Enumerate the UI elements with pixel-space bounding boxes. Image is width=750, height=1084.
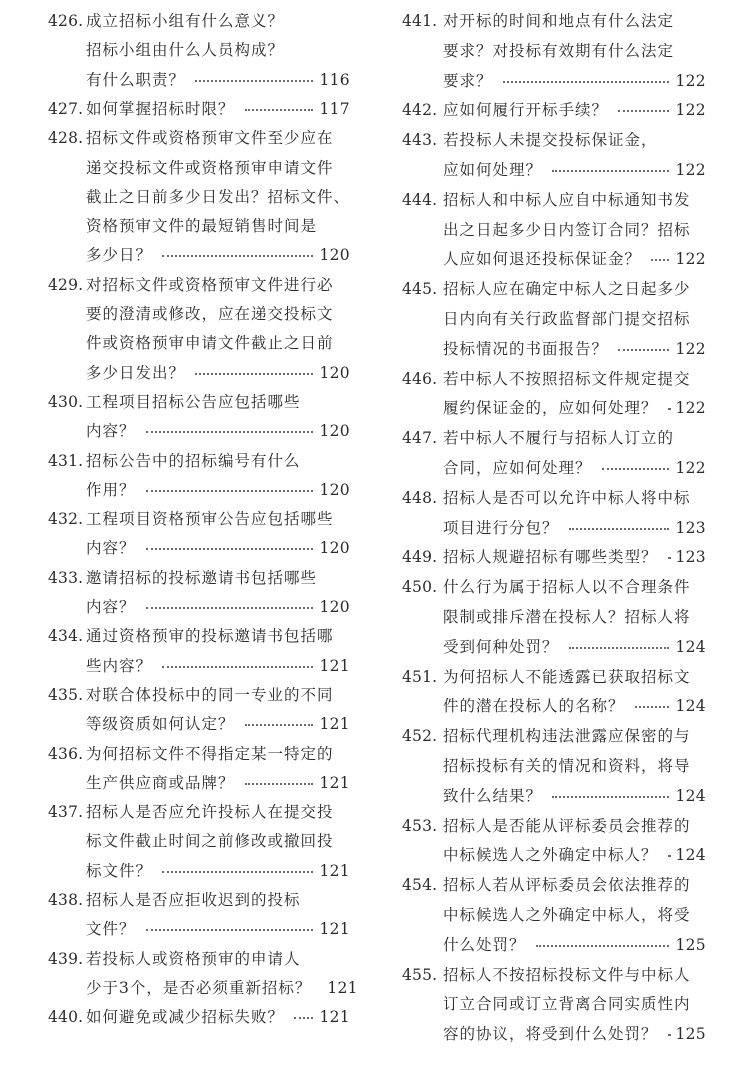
toc-entry-line bbox=[392, 334, 750, 364]
entry-title: 工程项目资格预审公告应包括哪些 bbox=[86, 510, 334, 529]
entry-number: 426. bbox=[48, 12, 84, 30]
entry-number: 439. bbox=[48, 949, 84, 968]
entry-number: 436. bbox=[48, 744, 84, 763]
leader-dots bbox=[668, 855, 670, 857]
leader-dots bbox=[245, 724, 314, 726]
entry-title: 要求？对投标有效期有什么法定 bbox=[443, 41, 675, 60]
toc-entry-line bbox=[392, 125, 750, 155]
entry-number: 453. bbox=[402, 816, 438, 835]
toc-entry-line bbox=[0, 533, 362, 563]
entry-title: 对联合体投标中的同一专业的不同 bbox=[86, 685, 334, 704]
dot-leader bbox=[235, 94, 350, 124]
toc-entry-line bbox=[392, 721, 750, 751]
entry-title: 什么处罚？ bbox=[443, 935, 526, 954]
dot-leader bbox=[658, 840, 706, 870]
leader-dots bbox=[162, 666, 313, 668]
page-number: 120 bbox=[319, 422, 350, 441]
entry-title: 少于3个，是否必须重新招标？ bbox=[86, 978, 312, 997]
page-number: 121 bbox=[319, 656, 350, 675]
leader-dots bbox=[146, 548, 314, 550]
entry-number: 434. bbox=[48, 627, 84, 646]
toc-entry-line bbox=[0, 885, 362, 915]
dot-leader bbox=[608, 95, 706, 125]
leader-dots bbox=[146, 490, 314, 492]
toc-entry-line bbox=[0, 94, 362, 124]
page-number: 122 bbox=[675, 459, 706, 477]
entry-number: 428. bbox=[48, 129, 84, 148]
toc-entry-line bbox=[392, 274, 750, 304]
entry-title: 作用？ bbox=[86, 480, 136, 499]
page-number: 121 bbox=[319, 773, 350, 792]
entry-title: 通过资格预审的投标邀请书包括哪 bbox=[86, 627, 334, 646]
toc-entry-line bbox=[392, 781, 750, 811]
dot-leader bbox=[136, 592, 350, 622]
toc-entry-line bbox=[0, 944, 362, 974]
leader-dots bbox=[668, 557, 670, 559]
entry-number: 438. bbox=[48, 891, 84, 909]
entry-title: 招标人是否可以允许中标人将中标 bbox=[443, 488, 691, 507]
entry-number: 437. bbox=[48, 803, 84, 822]
dot-leader bbox=[185, 358, 350, 388]
entry-number: 433. bbox=[48, 568, 84, 587]
entry-number: 429. bbox=[48, 275, 84, 294]
page-number: 116 bbox=[319, 70, 350, 89]
dot-leader bbox=[136, 914, 350, 944]
entry-title: 履约保证金的，应如何处理？ bbox=[443, 399, 658, 418]
entry-number: 442. bbox=[402, 101, 438, 120]
entry-title: 递交投标文件或资格预审申请文件 bbox=[86, 158, 334, 177]
toc-entry-line bbox=[392, 751, 750, 781]
dot-leader bbox=[136, 416, 350, 446]
dot-leader bbox=[608, 334, 706, 364]
toc-entry-line bbox=[0, 797, 362, 827]
toc-entry-line bbox=[392, 453, 750, 483]
toc-entry-line bbox=[0, 1002, 362, 1032]
toc-entry-line bbox=[392, 930, 750, 960]
entry-title: 要的澄清或修改，应在递交投标文 bbox=[86, 305, 334, 323]
entry-title: 中标候选人之外确定中标人，将受 bbox=[443, 906, 691, 924]
entry-title: 若中标人不按照招标文件规定提交 bbox=[443, 369, 691, 388]
entry-title: 件或资格预审申请文件截止之日前 bbox=[86, 334, 334, 353]
dot-leader bbox=[658, 1019, 706, 1049]
entry-title: 招标投标有关的情况和资料，将导 bbox=[443, 757, 691, 775]
leader-dots bbox=[162, 871, 313, 873]
toc-entry-line bbox=[392, 483, 750, 513]
toc-entry-line bbox=[0, 6, 362, 36]
entry-title: 招标人和中标人应自中标通知书发 bbox=[443, 190, 691, 209]
page-number: 121 bbox=[319, 861, 350, 880]
leader-dots bbox=[618, 349, 669, 351]
entry-title: 招标小组由什么人员构成？ bbox=[86, 41, 285, 60]
toc-entry-line bbox=[0, 358, 362, 388]
entry-title: 招标人是否应允许投标人在提交投 bbox=[86, 803, 334, 822]
entry-title: 对开标的时间和地点有什么法定 bbox=[443, 12, 675, 30]
toc-entry-line bbox=[0, 563, 362, 593]
leader-dots bbox=[245, 109, 314, 111]
entry-title: 成立招标小组有什么意义？ bbox=[86, 12, 285, 30]
page-number: 121 bbox=[327, 978, 358, 997]
toc-entry-line bbox=[392, 364, 750, 394]
dot-leader bbox=[625, 691, 706, 721]
toc-entry-line bbox=[392, 989, 750, 1019]
entry-title: 要求？ bbox=[443, 71, 493, 90]
leader-dots bbox=[668, 408, 670, 410]
entry-title: 多少日发出？ bbox=[86, 363, 186, 382]
entry-title: 多少日？ bbox=[86, 246, 153, 265]
leader-dots bbox=[146, 431, 314, 433]
entry-title: 应如何处理？ bbox=[443, 161, 543, 179]
toc-entry-line bbox=[0, 211, 362, 241]
entry-title: 若投标人未提交投标保证金， bbox=[443, 131, 658, 150]
dot-leader bbox=[493, 66, 706, 96]
toc-entry-line bbox=[0, 240, 362, 270]
toc-entry-line bbox=[392, 66, 750, 96]
page-number: 122 bbox=[675, 250, 706, 269]
toc-entry-line bbox=[392, 6, 750, 36]
toc-entry-line bbox=[0, 416, 362, 446]
entry-title: 受到何种处罚？ bbox=[443, 637, 559, 656]
page-number: 120 bbox=[319, 480, 350, 499]
leader-dots bbox=[503, 81, 670, 83]
entry-title: 截止之日前多少日发出？招标文件、 bbox=[86, 187, 351, 206]
entry-title: 日内向有关行政监督部门提交招标 bbox=[443, 310, 691, 328]
entry-title: 招标代理机构违法泄露应保密的与 bbox=[443, 727, 691, 746]
leader-dots bbox=[146, 607, 314, 609]
toc-entry-line bbox=[0, 709, 362, 739]
dot-leader bbox=[185, 65, 350, 95]
toc-entry-line bbox=[392, 393, 750, 423]
leader-dots bbox=[602, 468, 670, 470]
dot-leader bbox=[284, 1002, 350, 1032]
page-number: 123 bbox=[675, 548, 706, 567]
toc-entry-line bbox=[0, 739, 362, 769]
entry-number: 446. bbox=[402, 369, 438, 388]
entry-title: 文件？ bbox=[86, 920, 136, 939]
page-number: 122 bbox=[675, 101, 706, 120]
entry-title: 为何招标文件不得指定某一特定的 bbox=[86, 744, 334, 763]
entry-title: 如何避免或减少招标失败？ bbox=[86, 1008, 285, 1027]
entry-title: 生产供应商或品牌？ bbox=[86, 773, 235, 792]
leader-dots bbox=[569, 647, 670, 649]
dot-leader bbox=[559, 513, 706, 543]
toc-entry-line bbox=[0, 856, 362, 886]
entry-title: 招标公告中的招标编号有什么 bbox=[86, 451, 301, 470]
toc-entry-line bbox=[392, 632, 750, 662]
toc-entry-line bbox=[392, 95, 750, 125]
toc-entry-line bbox=[0, 328, 362, 358]
entry-title: 等级资质如何认定？ bbox=[86, 715, 235, 734]
leader-dots bbox=[195, 373, 313, 375]
toc-entry-line bbox=[0, 826, 362, 856]
entry-title: 什么行为属于招标人以不合理条件 bbox=[443, 578, 691, 597]
toc-entry-line bbox=[0, 35, 362, 65]
toc-entry-line bbox=[392, 185, 750, 215]
page-number: 121 bbox=[319, 920, 350, 939]
toc-entry-line bbox=[392, 840, 750, 870]
entry-title: 内容？ bbox=[86, 598, 136, 616]
leader-dots bbox=[569, 528, 670, 530]
page-number: 120 bbox=[319, 598, 350, 616]
page-number: 124 bbox=[675, 697, 706, 716]
toc-entry-line bbox=[392, 542, 750, 572]
entry-title: 出之日起多少日内签订合同？招标 bbox=[443, 220, 691, 239]
leader-dots bbox=[294, 1017, 313, 1019]
toc-entry-line bbox=[392, 304, 750, 334]
dot-leader bbox=[641, 244, 706, 274]
toc-entry-line bbox=[0, 270, 362, 300]
dot-leader bbox=[658, 542, 706, 572]
entry-number: 432. bbox=[48, 510, 84, 529]
page-number: 121 bbox=[319, 1008, 350, 1027]
toc-entry-line bbox=[392, 691, 750, 721]
toc-entry-line bbox=[0, 446, 362, 476]
toc-entry-line bbox=[0, 592, 362, 622]
entry-number: 451. bbox=[402, 667, 438, 686]
toc-entry-line bbox=[0, 621, 362, 651]
page-number: 121 bbox=[319, 715, 350, 734]
entry-number: 445. bbox=[402, 280, 438, 299]
dot-leader bbox=[152, 856, 350, 886]
entry-title: 限制或排斥潜在投标人？招标人将 bbox=[443, 608, 691, 626]
toc-entry-line bbox=[0, 475, 362, 505]
entry-title: 招标人规避招标有哪些类型？ bbox=[443, 548, 658, 567]
leader-dots bbox=[552, 170, 669, 172]
entry-number: 455. bbox=[402, 965, 438, 984]
page-number: 120 bbox=[319, 246, 350, 265]
page-number: 122 bbox=[675, 399, 706, 418]
toc-entry-line bbox=[392, 244, 750, 274]
toc-entry-line bbox=[392, 960, 750, 990]
leader-dots bbox=[146, 929, 314, 931]
entry-number: 450. bbox=[402, 578, 438, 597]
dot-leader bbox=[542, 155, 706, 185]
dot-leader bbox=[235, 768, 350, 798]
entry-title: 订立合同或订立背离合同实质性内 bbox=[443, 995, 691, 1014]
dot-leader bbox=[235, 709, 350, 739]
page-number: 125 bbox=[675, 1025, 706, 1044]
entry-number: 447. bbox=[402, 429, 438, 448]
toc-entry-line bbox=[392, 1019, 750, 1049]
entry-title: 标文件？ bbox=[86, 861, 153, 880]
dot-leader bbox=[526, 930, 706, 960]
entry-title: 项目进行分包？ bbox=[443, 518, 559, 537]
entry-title: 资格预审文件的最短销售时间是 bbox=[86, 217, 318, 236]
entry-number: 430. bbox=[48, 392, 84, 411]
toc-entry-line bbox=[392, 423, 750, 453]
toc-entry-line bbox=[392, 811, 750, 841]
entry-title: 应如何履行开标手续？ bbox=[443, 101, 609, 120]
toc-entry-line bbox=[392, 572, 750, 602]
entry-title: 招标文件或资格预审文件至少应在 bbox=[86, 129, 334, 148]
page-number: 124 bbox=[675, 637, 706, 656]
entry-number: 449. bbox=[402, 548, 438, 567]
leader-dots bbox=[635, 706, 670, 708]
entry-title: 中标候选人之外确定中标人？ bbox=[443, 846, 658, 865]
entry-title: 对招标文件或资格预审文件进行必 bbox=[86, 275, 334, 294]
entry-title: 招标人若从评标委员会依法推荐的 bbox=[443, 876, 691, 895]
toc-entry-line bbox=[0, 387, 362, 417]
dot-leader bbox=[559, 632, 706, 662]
page-number: 122 bbox=[675, 339, 706, 358]
dot-leader bbox=[658, 393, 706, 423]
entry-number: 435. bbox=[48, 685, 84, 704]
page-number: 120 bbox=[319, 363, 350, 382]
page-number: 123 bbox=[675, 518, 706, 537]
page-number: 124 bbox=[675, 786, 706, 805]
entry-title: 有什么职责？ bbox=[86, 70, 186, 89]
dot-leader bbox=[542, 781, 706, 811]
dot-leader bbox=[136, 475, 350, 505]
leader-dots bbox=[651, 259, 669, 261]
entry-title: 若中标人不履行与招标人订立的 bbox=[443, 429, 675, 448]
toc-entry-line bbox=[392, 900, 750, 930]
entry-title: 招标人是否能从评标委员会推荐的 bbox=[443, 816, 691, 835]
toc-entry-line bbox=[392, 155, 750, 185]
entry-title: 致什么结果？ bbox=[443, 786, 543, 805]
entry-number: 444. bbox=[402, 190, 438, 209]
toc-entry-line bbox=[392, 870, 750, 900]
toc-entry-line bbox=[0, 768, 362, 798]
dot-leader bbox=[136, 533, 350, 563]
entry-number: 448. bbox=[402, 488, 438, 507]
toc-entry-line bbox=[0, 651, 362, 681]
toc-entry-line bbox=[0, 153, 362, 183]
entry-number: 440. bbox=[48, 1008, 84, 1027]
dot-leader bbox=[152, 651, 350, 681]
toc-entry-line bbox=[0, 182, 362, 212]
entry-title: 内容？ bbox=[86, 422, 136, 441]
entry-title: 工程项目招标公告应包括哪些 bbox=[86, 392, 301, 411]
entry-title: 招标人是否应拒收迟到的投标 bbox=[86, 891, 301, 909]
entry-title: 合同，应如何处理？ bbox=[443, 459, 592, 477]
page-number: 122 bbox=[675, 161, 706, 179]
toc-entry-line bbox=[392, 36, 750, 66]
entry-title: 若投标人或资格预审的申请人 bbox=[86, 949, 301, 968]
toc-entry-line bbox=[392, 602, 750, 632]
entry-title: 为何招标人不能透露已获取招标文 bbox=[443, 667, 691, 686]
leader-dots bbox=[245, 783, 314, 785]
entry-number: 431. bbox=[48, 451, 84, 470]
leader-dots bbox=[195, 80, 313, 82]
leader-dots bbox=[668, 1034, 670, 1036]
entry-number: 441. bbox=[402, 12, 438, 30]
entry-title: 容的协议，将受到什么处罚？ bbox=[443, 1025, 658, 1044]
entry-number: 427. bbox=[48, 99, 84, 118]
toc-entry-line bbox=[0, 65, 362, 95]
entry-title: 些内容？ bbox=[86, 656, 153, 675]
entry-number: 454. bbox=[402, 876, 438, 895]
entry-title: 人应如何退还投标保证金？ bbox=[443, 250, 642, 269]
toc-entry-line bbox=[0, 504, 362, 534]
page-number: 124 bbox=[675, 846, 706, 865]
dot-leader bbox=[152, 240, 350, 270]
leader-dots bbox=[162, 255, 313, 257]
leader-dots bbox=[552, 796, 669, 798]
toc-entry-line bbox=[0, 914, 362, 944]
page-number: 125 bbox=[675, 935, 706, 954]
toc-entry-line bbox=[392, 215, 750, 245]
page-number: 117 bbox=[319, 99, 350, 118]
entry-title: 标文件截止时间之前修改或撤回投 bbox=[86, 832, 334, 851]
toc-entry-line bbox=[0, 299, 362, 329]
entry-title: 件的潜在投标人的名称？ bbox=[443, 697, 625, 716]
entry-number: 452. bbox=[402, 727, 438, 746]
page-number: 122 bbox=[675, 71, 706, 90]
entry-title: 招标人不按招标投标文件与中标人 bbox=[443, 965, 691, 984]
entry-title: 内容？ bbox=[86, 539, 136, 558]
toc-entry-line bbox=[0, 680, 362, 710]
toc-entry-line bbox=[0, 973, 362, 1003]
entry-title: 如何掌握招标时限？ bbox=[86, 99, 235, 118]
toc-entry-line bbox=[392, 513, 750, 543]
entry-title: 招标人应在确定中标人之日起多少 bbox=[443, 280, 691, 299]
entry-title: 投标情况的书面报告？ bbox=[443, 339, 609, 358]
page-number: 120 bbox=[319, 539, 350, 558]
leader-dots bbox=[618, 110, 669, 112]
entry-title: 邀请招标的投标邀请书包括哪些 bbox=[86, 568, 318, 587]
leader-dots bbox=[536, 945, 670, 947]
toc-entry-line bbox=[0, 123, 362, 153]
toc-entry-line bbox=[392, 662, 750, 692]
dot-leader bbox=[311, 973, 358, 1003]
entry-number: 443. bbox=[402, 131, 438, 150]
dot-leader bbox=[592, 453, 706, 483]
